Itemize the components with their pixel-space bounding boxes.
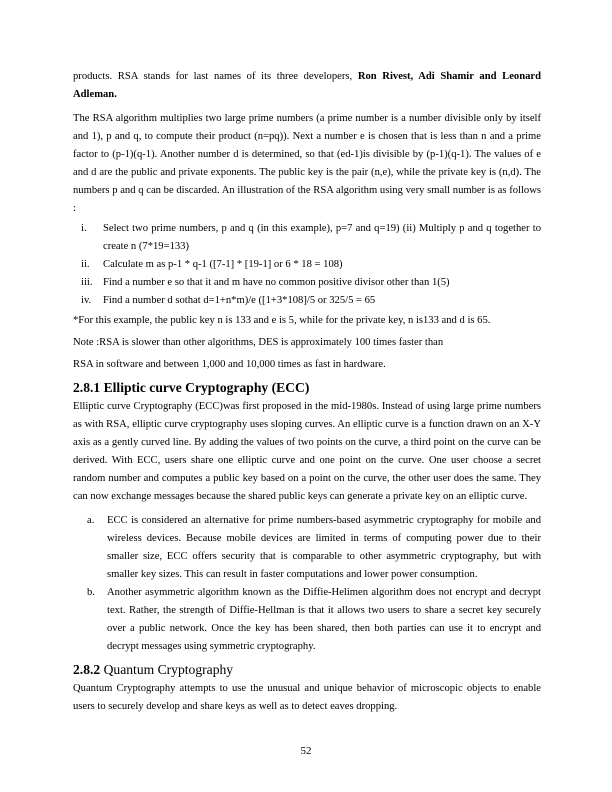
developer-names: Ron Rivest, Adi Shamir and Leonard Adleman. [73, 71, 541, 100]
list-item-text: ECC is considered an alternative for prime numbers-based asymmetric cryptography for mobile and wireless devices. Because mobile devices are limited in terms of computing power due to their smaller size, ECC offers security that is comparable to other asymmetric cryptography, but with smaller key sizes. This can result in faster computations and lower power consumption. [107, 515, 541, 580]
list-item-text: Another asymmetric algorithm known as the Diffie-Helimen algorithm does not encrypt and decrypt text. Rather, the strength of Diffie-Hellman is that it allows two users to share a secret key securely over a public network. Once the key has been shared, then both parties can use it to encrypt and decrypt messages using symmetric cryptography. [107, 587, 541, 652]
quantum-section-number: 2.8.2 [73, 662, 101, 677]
ecc-heading: 2.8.1 Elliptic curve Cryptography (ECC) [73, 380, 310, 395]
list-item-text: Find a number e so that it and m have no common positive divisor other than 1(5) [103, 277, 450, 288]
list-item [73, 512, 541, 584]
list-marker: i. [81, 223, 87, 234]
ecc-list [73, 512, 541, 656]
quantum-paragraph: Quantum Cryptography attempts to use the unusual and unique behavior of microscopic objects to enable users to securely develop and share keys as well as to detect eaves dropping. [73, 683, 541, 712]
list-item-text: Select two prime numbers, p and q (in this example), p=7 and q=19) (ii) Multiply p and q together to create n (7*19=133) [103, 223, 541, 252]
list-marker: iv. [81, 295, 92, 306]
note-line-1: Note :RSA is slower than other algorithms, DES is approximately 100 times faster than [73, 337, 444, 348]
page-number: 52 [300, 745, 312, 757]
rsa-paragraph: The RSA algorithm multiplies two large prime numbers (a prime number is a number divisible only by itself and 1), p and q, to compute their product (n=pq)). Next a number e is chosen that is less than n and a prime factor to (p-1)(q-1). Another number d is determined, so that (ed-1)is divisible by (p-1)(q-1). The values of e and d are the public and private exponents. The public key is the pair (n,e), while the private key is (n,d). The numbers p and q can be discarded. An illustration of the RSA algorithm using very small number is as follows : [73, 113, 541, 214]
list-item-text: Calculate m as p-1 * q-1 ([7-1] * [19-1] or 6 * 18 = 108) [103, 259, 343, 270]
document-page [73, 68, 541, 716]
list-marker: iii. [81, 277, 93, 288]
list-marker: ii. [81, 259, 90, 270]
list-item [73, 220, 541, 256]
ecc-paragraph: Elliptic curve Cryptography (ECC)was first proposed in the mid-1980s. Instead of using large prime numbers as with RSA, elliptic curve cryptography uses sloping curves. An elliptic curve is a function drawn on an X-Y axis as a gently curved line. By adding the values of two points on the curve, a third point on the curve can be derived. With ECC, users share one elliptic curve and one point on the curve. One user choose a secret random number and computes a public key based on a point on the curve, the other user does the same. They can now exchange messages because the shared public keys can generate a private key on an elliptic curve. [73, 401, 541, 502]
quantum-heading [73, 660, 541, 680]
intro-text: products. RSA stands for last names of its three developers, [73, 71, 353, 82]
quantum-title: Quantum Cryptography [103, 662, 234, 677]
list-item [73, 274, 541, 292]
list-item [73, 256, 541, 274]
note-line-2: RSA in software and between 1,000 and 10,000 times as fast in hardware. [73, 359, 386, 370]
rsa-steps-list [73, 220, 541, 310]
list-marker: a. [87, 515, 95, 526]
list-item [73, 584, 541, 656]
list-marker: b. [87, 587, 95, 598]
list-item [73, 292, 541, 310]
intro-paragraph [73, 68, 541, 104]
example-note: *For this example, the public key n is 133 and e is 5, while for the private key, n is133 and d is 65. [73, 315, 491, 326]
list-item-text: Find a number d sothat d=1+n*m)/e ([1+3*108]/5 or 325/5 = 65 [103, 295, 376, 306]
